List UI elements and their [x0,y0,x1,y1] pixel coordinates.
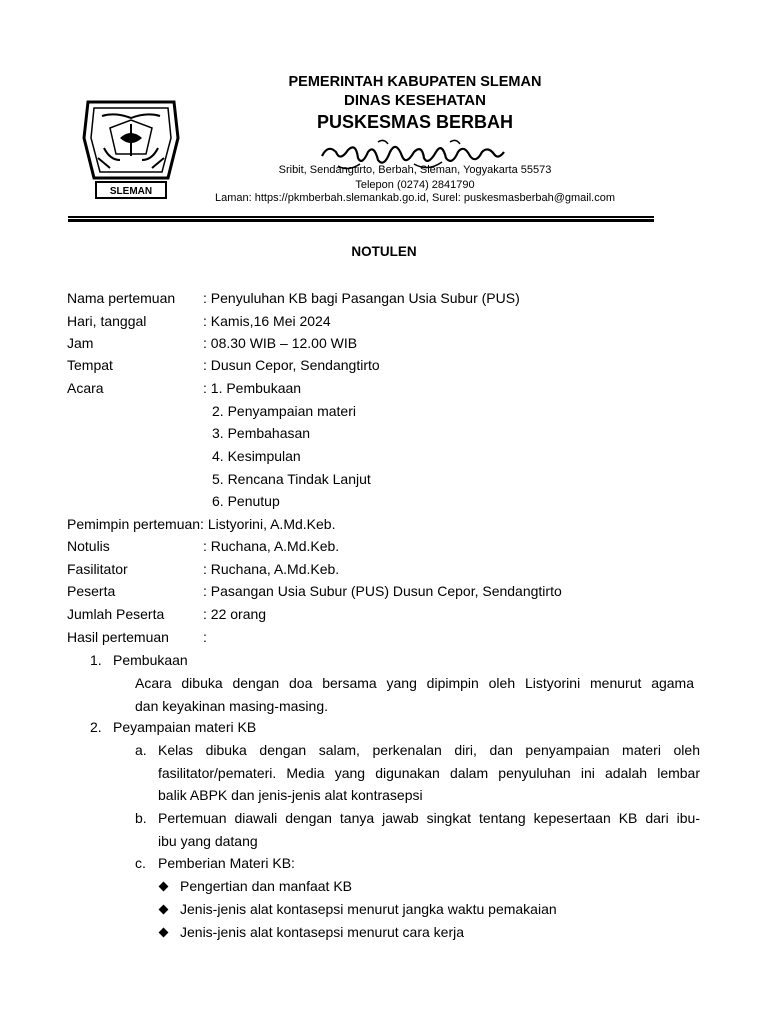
bullet-item: Jenis-jenis alat kontasepsi menurut jangka waktu pemakaian [180,901,557,917]
diamond-bullet-icon [159,928,169,938]
acara-item: 3. Pembahasan [212,425,311,441]
header-department: DINAS KESEHATAN [344,92,486,109]
bullet-item: Pengertian dan manfaat KB [180,878,353,894]
field-label: Jumlah Peserta [67,606,165,622]
field-label: Hari, tanggal [67,313,147,329]
field-value: : 08.30 WIB – 12.00 WIB [203,335,358,351]
header-rule-thin [68,216,654,218]
list-marker: a. [135,742,147,758]
logo-text: SLEMAN [109,186,153,197]
section-title: Peyampaian materi KB [113,719,257,735]
field-label: Hasil pertemuan [67,629,169,645]
field-value: : Penyuluhan KB bagi Pasangan Usia Subur (PUS) [203,290,520,306]
section-number: 2. [90,719,102,735]
header-government: PEMERINTAH KABUPATEN SLEMAN [288,74,542,90]
list-item-paragraph: Pertemuan diawali dengan tanya jawab singkat tentang kepesertaan KB dari ibu- ibu yang datang [158,810,700,849]
field-label: Notulis [67,538,110,554]
acara-item: 4. Kesimpulan [212,448,301,464]
field-label: Acara [67,380,104,396]
field-value: : Pasangan Usia Subur (PUS) Dusun Cepor, Sendangtirto [203,583,562,599]
bullet-item: Jenis-jenis alat kontasepsi menurut cara kerja [180,924,465,940]
document-title: NOTULEN [351,244,417,259]
field-value: : 1. Pembukaan [203,380,302,396]
field-value: : Ruchana, A.Md.Keb. [203,561,340,577]
header-rule-thick [68,219,654,222]
header-web-email: Laman: https://pkmberbah.slemankab.go.id, Surel: puskesmasberbah@gmail.com [214,192,616,204]
pemimpin-row: Pemimpin pertemuan: Listyorini, A.Md.Keb. [67,516,336,532]
acara-item: 2. Penyampaian materi [212,403,356,419]
field-label: Peserta [67,583,116,599]
section-title: Pembukaan [113,652,188,668]
field-value: : 22 orang [203,606,267,622]
field-label: Jam [67,335,94,351]
field-label: Fasilitator [67,561,128,577]
section-paragraph: Acara dibuka dengan doa bersama yang dipimpin oleh Listyorini menurut agama dan keyakinan masing-masing. [135,675,694,714]
list-marker: b. [135,810,147,826]
field-value: : Dusun Cepor, Sendangtirto [203,357,380,373]
field-value: : [203,629,207,645]
header-address: Sribit, Sendangtirto, Berbah, Sleman, Yogyakarta 55573 [278,164,552,176]
field-label: Tempat [67,357,113,373]
list-item-title: Pemberian Materi KB: [158,855,295,871]
list-marker: c. [135,855,146,871]
field-value: : Ruchana, A.Md.Keb. [203,538,340,554]
diamond-bullet-icon [159,905,169,915]
acara-item: 5. Rencana Tindak Lanjut [212,471,371,487]
header-institution: PUSKESMAS BERBAH [316,112,514,132]
list-item-paragraph: Kelas dibuka dengan salam, perkenalan diri, dan penyampaian materi oleh fasilitator/pemateri. Media yang digunakan dalam penyuluhan ini adalah lembar balik ABPK dan jenis-jenis alat kontrasepsi [158,742,700,803]
diamond-bullet-icon [159,882,169,892]
acara-item: 6. Penutup [212,493,280,509]
header-phone: Telepon (0274) 2841790 [355,179,475,191]
section-number: 1. [90,652,102,668]
field-value: : Kamis,16 Mei 2024 [203,313,331,329]
field-label: Nama pertemuan [67,290,176,306]
